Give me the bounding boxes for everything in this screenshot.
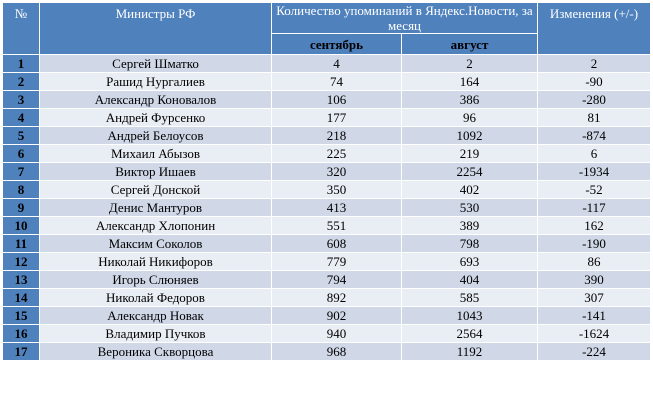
change-value: 6 (538, 145, 651, 163)
row-number: 11 (3, 235, 40, 253)
header-change: Изменения (+/-) (538, 3, 651, 55)
row-number: 9 (3, 199, 40, 217)
september-value: 4 (272, 55, 402, 73)
minister-name: Андрей Фурсенко (40, 109, 272, 127)
minister-name: Сергей Донской (40, 181, 272, 199)
september-value: 551 (272, 217, 402, 235)
minister-name: Вероника Скворцова (40, 343, 272, 361)
table-row (3, 181, 651, 199)
row-number: 4 (3, 109, 40, 127)
change-value: -280 (538, 91, 651, 109)
minister-name: Александр Новак (40, 307, 272, 325)
row-number: 14 (3, 289, 40, 307)
table-row (3, 127, 651, 145)
september-value: 940 (272, 325, 402, 343)
change-value: 86 (538, 253, 651, 271)
august-value: 386 (402, 91, 538, 109)
august-value: 693 (402, 253, 538, 271)
change-value: 162 (538, 217, 651, 235)
september-value: 350 (272, 181, 402, 199)
minister-name: Рашид Нургалиев (40, 73, 272, 91)
september-value: 413 (272, 199, 402, 217)
change-value: -117 (538, 199, 651, 217)
row-number: 2 (3, 73, 40, 91)
september-value: 902 (272, 307, 402, 325)
row-number: 12 (3, 253, 40, 271)
august-value: 2 (402, 55, 538, 73)
september-value: 74 (272, 73, 402, 91)
minister-name: Максим Соколов (40, 235, 272, 253)
september-value: 320 (272, 163, 402, 181)
change-value: -1934 (538, 163, 651, 181)
table-row (3, 325, 651, 343)
minister-name: Денис Мантуров (40, 199, 272, 217)
august-value: 2564 (402, 325, 538, 343)
minister-name: Николай Федоров (40, 289, 272, 307)
ministers-mentions-table-wrap (2, 2, 650, 412)
change-value: -190 (538, 235, 651, 253)
change-value: -224 (538, 343, 651, 361)
september-value: 968 (272, 343, 402, 361)
august-value: 1192 (402, 343, 538, 361)
table-row (3, 271, 651, 289)
change-value: 307 (538, 289, 651, 307)
row-number: 5 (3, 127, 40, 145)
september-value: 779 (272, 253, 402, 271)
change-value: -141 (538, 307, 651, 325)
table-row (3, 217, 651, 235)
table-row (3, 199, 651, 217)
header-ministers: Министры РФ (40, 3, 272, 55)
table-row (3, 307, 651, 325)
august-value: 585 (402, 289, 538, 307)
august-value: 530 (402, 199, 538, 217)
august-value: 404 (402, 271, 538, 289)
august-value: 164 (402, 73, 538, 91)
row-number: 7 (3, 163, 40, 181)
august-value: 1043 (402, 307, 538, 325)
table-row (3, 235, 651, 253)
change-value: -90 (538, 73, 651, 91)
september-value: 608 (272, 235, 402, 253)
august-value: 1092 (402, 127, 538, 145)
minister-name: Андрей Белоусов (40, 127, 272, 145)
change-value: 2 (538, 55, 651, 73)
row-number: 6 (3, 145, 40, 163)
minister-name: Игорь Слюняев (40, 271, 272, 289)
table-row (3, 145, 651, 163)
august-value: 96 (402, 109, 538, 127)
minister-name: Сергей Шматко (40, 55, 272, 73)
row-number: 17 (3, 343, 40, 361)
change-value: -52 (538, 181, 651, 199)
header-september: сентябрь (272, 34, 402, 55)
row-number: 15 (3, 307, 40, 325)
table-row (3, 73, 651, 91)
change-value: -1624 (538, 325, 651, 343)
september-value: 225 (272, 145, 402, 163)
change-value: 81 (538, 109, 651, 127)
minister-name: Владимир Пучков (40, 325, 272, 343)
minister-name: Виктор Ишаев (40, 163, 272, 181)
minister-name: Николай Никифоров (40, 253, 272, 271)
august-value: 2254 (402, 163, 538, 181)
august-value: 219 (402, 145, 538, 163)
row-number: 3 (3, 91, 40, 109)
row-number: 10 (3, 217, 40, 235)
table-row (3, 163, 651, 181)
row-number: 16 (3, 325, 40, 343)
row-number: 8 (3, 181, 40, 199)
september-value: 106 (272, 91, 402, 109)
september-value: 892 (272, 289, 402, 307)
minister-name: Александр Хлопонин (40, 217, 272, 235)
table-row (3, 91, 651, 109)
header-mentions: Количество упоминаний в Яндекс.Новости, за месяц (272, 3, 538, 34)
august-value: 389 (402, 217, 538, 235)
table-row (3, 109, 651, 127)
september-value: 794 (272, 271, 402, 289)
september-value: 177 (272, 109, 402, 127)
august-value: 798 (402, 235, 538, 253)
minister-name: Михаил Абызов (40, 145, 272, 163)
september-value: 218 (272, 127, 402, 145)
august-value: 402 (402, 181, 538, 199)
row-number: 13 (3, 271, 40, 289)
table-row (3, 253, 651, 271)
header-august: август (402, 34, 538, 55)
minister-name: Александр Коновалов (40, 91, 272, 109)
table-row (3, 343, 651, 361)
table-row (3, 289, 651, 307)
change-value: -874 (538, 127, 651, 145)
table-body (3, 55, 651, 361)
ministers-mentions-table (2, 2, 651, 361)
table-row (3, 55, 651, 73)
change-value: 390 (538, 271, 651, 289)
row-number: 1 (3, 55, 40, 73)
header-number: № (3, 3, 40, 55)
